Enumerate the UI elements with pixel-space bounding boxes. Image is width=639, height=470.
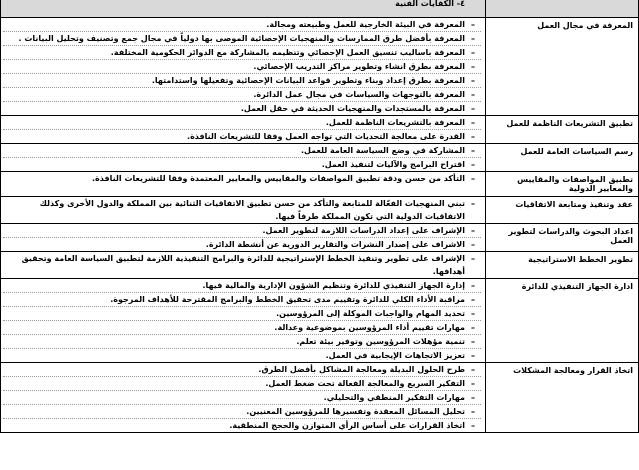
item-bullet: – — [471, 90, 475, 99]
item-text: القدرة على معالجة التحديات التي تواجه العمل وفقا للتشريعات النافذة. — [187, 132, 465, 141]
item-text: المعرفة بطرق إعداد وبناء وتطوير قواعد البيانات الإحصائية وتفعيلها واستدامتها. — [151, 76, 465, 85]
item-text: إدارة الجهاز التنفيذي للدائرة وتنظيم الشؤون الإدارية والمالية فيها. — [202, 281, 465, 290]
item-text: اتخاذ القرارات على أساس الرأي المتوازن والحجج المنطقية. — [229, 421, 465, 430]
item-bullet: – — [471, 76, 475, 85]
item-text: الإشراف على إعداد الدراسات اللازمة لتطوير العمل. — [262, 226, 465, 235]
item-bullet: – — [471, 254, 475, 263]
item-bullet: – — [471, 365, 475, 374]
item-text: المعرفة بالتوجهات والسياسات في مجال عمل الدائرة. — [253, 90, 465, 99]
competency-item — [3, 172, 481, 185]
competency-row — [1, 172, 639, 197]
item-bullet: – — [471, 351, 475, 360]
item-bullet: – — [471, 160, 475, 169]
competency-items — [1, 18, 486, 116]
competency-category: تطبيق التشريعات الناظمة للعمل — [486, 116, 639, 144]
competency-item — [3, 377, 481, 391]
competency-items — [1, 197, 486, 224]
competency-category: اتخاذ القرار ومعالجة المشكلات — [486, 363, 639, 433]
competency-item — [3, 321, 481, 335]
competency-item — [3, 197, 481, 223]
competency-item — [3, 405, 481, 419]
item-text: تبني المنهجيات الفعّالة للمتابعة والتأكد من حسن تطبيق الاتفاقيات الثنائية بين المملكة والدول الأخرى وكذلك الاتفاقيات الدولية التي تكون المملكة طرفاً فيها. — [39, 199, 465, 221]
item-bullet: – — [471, 20, 475, 29]
competency-row — [1, 144, 639, 172]
item-bullet: – — [471, 132, 475, 141]
item-text: المعرفة في البيئة الخارجية للعمل وطبيعته ومجالة. — [266, 20, 465, 29]
header-title: ٤- الكفايات الفنية — [1, 0, 486, 18]
item-text: تحليل المسائل المعقدة وتفسيرها للمرؤوسين المعنيين. — [246, 407, 465, 416]
item-bullet: – — [471, 379, 475, 388]
item-text: المعرفة بأفضل طرق الممارسات والمنهجيات الإحصائية الموصى بها دولياً في مجال جمع وتصنيف وتحليل البيانات . — [18, 34, 465, 43]
item-text: تعزيز الاتجاهات الإيجابية في العمل. — [325, 351, 465, 360]
item-text: تنمية مؤهلات المرؤوسين وتوفير بيئة تعلم. — [296, 337, 465, 346]
item-text: مهارات التفكير المنطقي والتحليلي. — [323, 393, 465, 402]
competency-items — [1, 252, 486, 279]
competency-item — [3, 74, 481, 88]
item-bullet: – — [471, 240, 475, 249]
competency-category: المعرفة في مجال العمل — [486, 18, 639, 116]
competency-items — [1, 172, 486, 197]
competency-category: تطبيق المواصفات والمقاييس والمعايير الدولية — [486, 172, 639, 197]
item-text: المعرفة بالمستجدات والمنهجيات الحديثة في حقل العمل. — [240, 104, 465, 113]
item-text: تحديد المهام والواجبات الموكلة إلى المرؤوسين. — [276, 309, 465, 318]
competency-item — [3, 18, 481, 32]
competency-items — [1, 224, 486, 252]
item-text: الإشراف على تطوير وتنفيذ الخطط الإستراتيجية للدائرة والبرامج التنفيذية اللازمة لتطبيق السياسة العامة وتحقيق أهدافها. — [21, 254, 465, 276]
item-bullet: – — [471, 118, 475, 127]
competency-items — [1, 144, 486, 172]
competency-item — [3, 391, 481, 405]
item-bullet: – — [471, 146, 475, 155]
item-bullet: – — [471, 62, 475, 71]
item-text: التفكير السريع والمعالجة الفعالة تحت ضغط العمل. — [265, 379, 465, 388]
item-text: المعرفة بالتشريعات الناظمة للعمل. — [325, 118, 465, 127]
header-category-cell — [486, 0, 639, 18]
competency-item — [3, 307, 481, 321]
item-bullet: – — [471, 281, 475, 290]
competency-item — [3, 224, 481, 238]
competency-items — [1, 116, 486, 144]
competency-item — [3, 293, 481, 307]
competency-row — [1, 224, 639, 252]
item-text: اقتراح البرامج والآليات لتنفيذ العمل. — [321, 160, 465, 169]
item-bullet: – — [471, 421, 475, 430]
item-text: طرح الحلول البديلة ومعالجة المشاكل بأفضل الطرق. — [258, 365, 465, 374]
item-bullet: – — [471, 199, 475, 208]
competency-row — [1, 363, 639, 433]
competency-item — [3, 363, 481, 377]
competency-item — [3, 252, 481, 278]
item-bullet: – — [471, 34, 475, 43]
competency-item — [3, 238, 481, 251]
competency-item — [3, 88, 481, 102]
competency-category: ادارة الجهاز التنفيذي للدائرة — [486, 279, 639, 363]
item-bullet: – — [471, 174, 475, 183]
competency-item — [3, 46, 481, 60]
item-text: الاشراف على إصدار النشرات والتقارير الدورية عن أنشطة الدائرة. — [205, 240, 465, 249]
item-bullet: – — [471, 226, 475, 235]
item-bullet: – — [471, 309, 475, 318]
competency-item — [3, 60, 481, 74]
item-text: مهارات تقييم أداء المرؤوسين بموضوعية وعدالة. — [274, 323, 465, 332]
item-text: التأكد من حسن ودقة تطبيق المواصفات والمقاييس والمعايير المعتمدة وفقا للتشريعات النافذة. — [92, 174, 465, 183]
competency-items — [1, 363, 486, 433]
competency-items — [1, 279, 486, 363]
competency-item — [3, 116, 481, 130]
item-bullet: – — [471, 295, 475, 304]
competency-item — [3, 32, 481, 46]
competency-row — [1, 116, 639, 144]
competency-item — [3, 335, 481, 349]
table-header-row — [1, 0, 639, 18]
competency-category: تطوير الخطط الاستراتيجية — [486, 252, 639, 279]
competency-item — [3, 158, 481, 171]
item-text: المعرفة بطرق انشاء وتطوير مراكز التدريب الإحصائي. — [253, 62, 465, 71]
competency-item — [3, 130, 481, 143]
item-bullet: – — [471, 393, 475, 402]
competency-item — [3, 144, 481, 158]
competency-row — [1, 279, 639, 363]
item-bullet: – — [471, 407, 475, 416]
item-text: مراقبة الأداء الكلي للدائرة وتقييم مدى تحقيق الخطط والبرامج المقترحة للأهداف المرجوة. — [110, 295, 465, 304]
item-bullet: – — [471, 323, 475, 332]
competency-item — [3, 419, 481, 432]
competency-row — [1, 197, 639, 224]
item-bullet: – — [471, 48, 475, 57]
item-text: المشاركة في وضع السياسة العامة للعمل. — [300, 146, 465, 155]
competency-category: عقد وتنفيذ ومتابعة الاتفاقيات — [486, 197, 639, 224]
item-bullet: – — [471, 104, 475, 113]
item-bullet: – — [471, 337, 475, 346]
competency-item — [3, 279, 481, 293]
competency-row — [1, 252, 639, 279]
competency-item — [3, 349, 481, 362]
item-text: المعرفة باساليب تنسيق العمل الإحصائي وتنظيمه بالمشاركة مع الدوائر الحكومية المختلفة. — [110, 48, 465, 57]
competency-row — [1, 18, 639, 116]
competency-item — [3, 102, 481, 115]
competency-category: اعداد البحوث والدراسات لتطوير العمل — [486, 224, 639, 252]
competency-category: رسم السياسات العامة للعمل — [486, 144, 639, 172]
